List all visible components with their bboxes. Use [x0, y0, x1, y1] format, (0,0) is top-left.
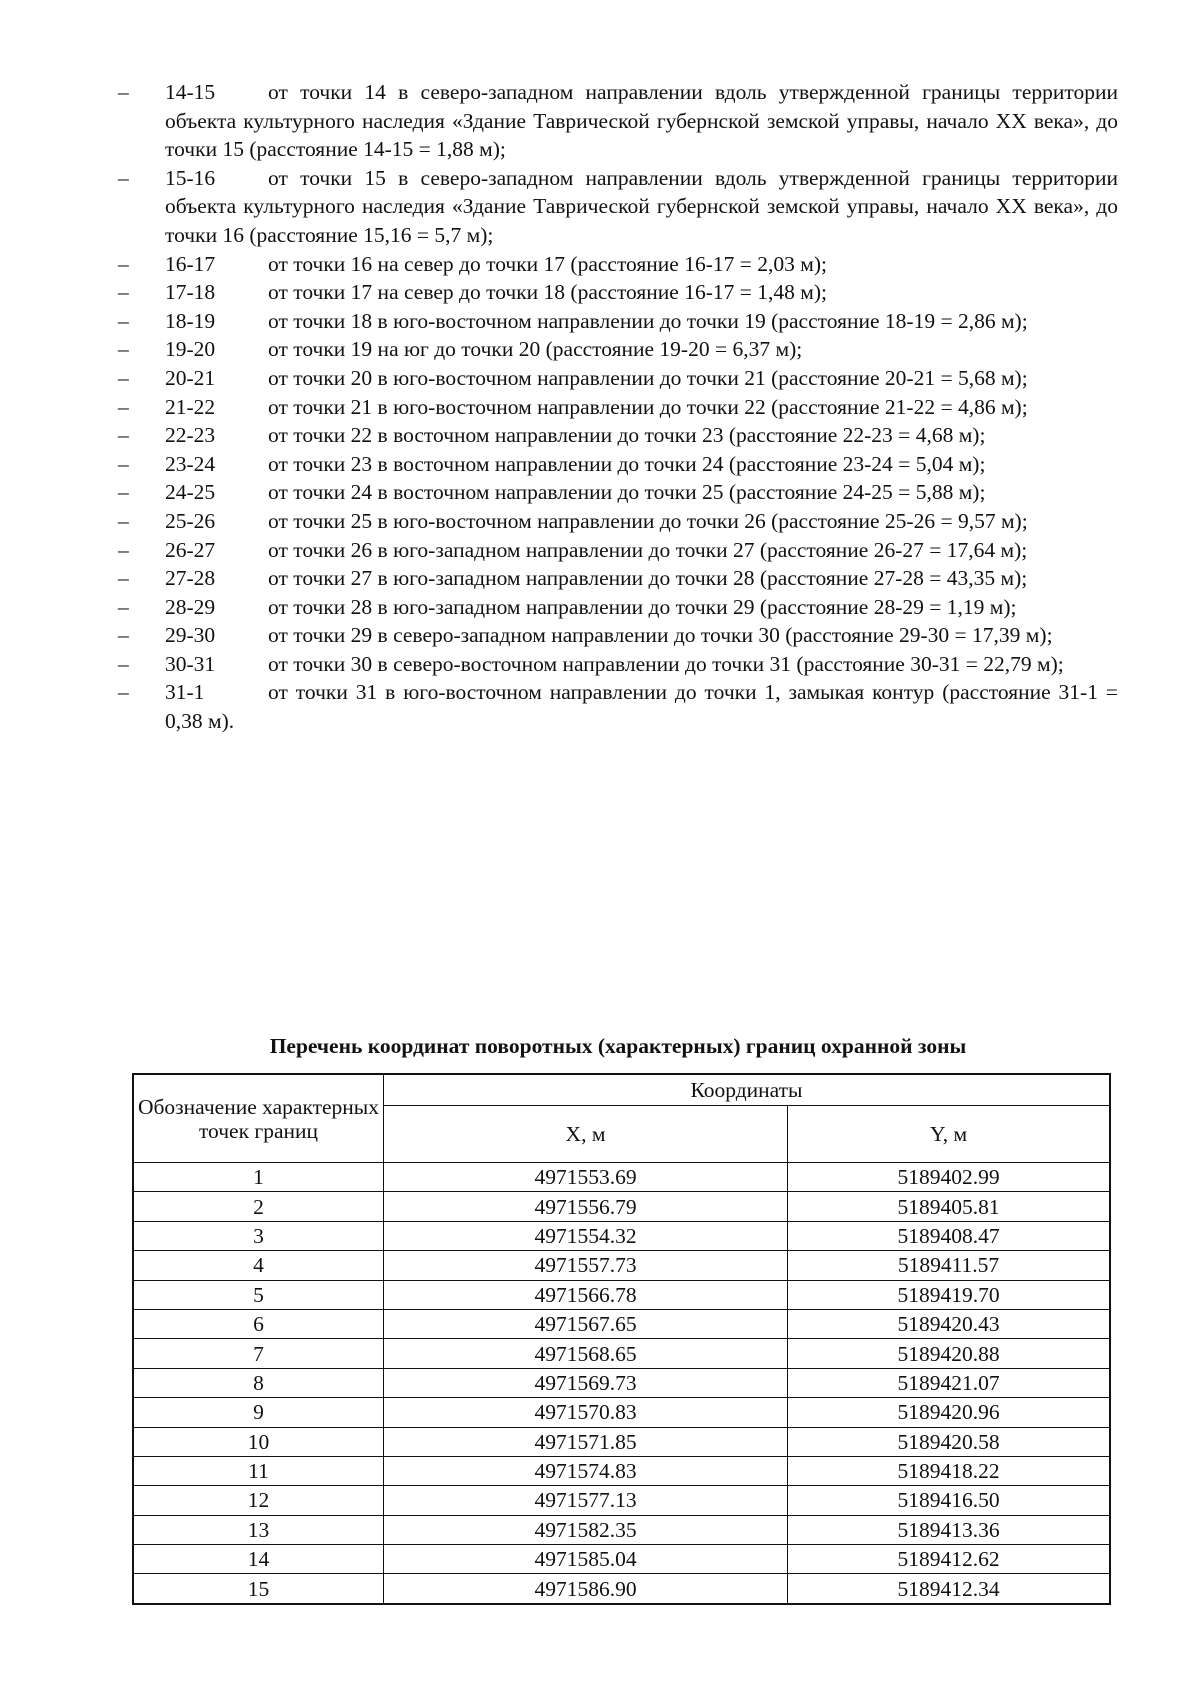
segment-text: от точки 21 в юго-восточном направлении до точки 22 (расстояние 21-22 = 4,86 м); [268, 394, 1028, 419]
segment-text: от точки 18 в юго-восточном направлении до точки 19 (расстояние 18-19 = 2,86 м); [268, 308, 1028, 333]
table-row [133, 1339, 1110, 1368]
list-dash: – [118, 280, 129, 305]
point-cell: 13 [133, 1515, 384, 1544]
segment-item [118, 335, 1118, 364]
segment-code: 28-29 [165, 594, 216, 619]
header-y: Y, м [788, 1106, 1111, 1163]
x-cell: 4971585.04 [384, 1545, 788, 1574]
header-coordinates: Координаты [384, 1074, 1111, 1106]
y-cell: 5189411.57 [788, 1251, 1111, 1280]
y-cell: 5189413.36 [788, 1515, 1111, 1544]
x-cell: 4971556.79 [384, 1192, 788, 1221]
segment-text: от точки 25 в юго-восточном направлении до точки 26 (расстояние 25-26 = 9,57 м); [268, 508, 1028, 533]
table-row [133, 1545, 1110, 1574]
table-row [133, 1309, 1110, 1338]
segment-code: 27-28 [165, 566, 216, 591]
list-dash: – [118, 337, 129, 362]
y-cell: 5189412.34 [788, 1574, 1111, 1604]
y-cell: 5189420.43 [788, 1309, 1111, 1338]
segment-text: от точки 22 в восточном направлении до точки 23 (расстояние 22-23 = 4,68 м); [268, 423, 986, 448]
coordinates-table [132, 1073, 1111, 1605]
segment-text: от точки 17 на север до точки 18 (расстояние 16-17 = 1,48 м); [268, 280, 827, 305]
point-cell: 14 [133, 1545, 384, 1574]
x-cell: 4971554.32 [384, 1221, 788, 1250]
x-cell: 4971582.35 [384, 1515, 788, 1544]
segment-code: 25-26 [165, 508, 216, 533]
segment-code: 21-22 [165, 394, 216, 419]
segment-code: 15-16 [165, 165, 216, 190]
segment-item [118, 450, 1118, 479]
x-cell: 4971568.65 [384, 1339, 788, 1368]
segment-code: 14-15 [165, 80, 216, 104]
table-row [133, 1221, 1110, 1250]
list-dash: – [118, 451, 129, 476]
segment-code: 19-20 [165, 337, 216, 362]
header-designation: Обозначение характерных точек границ [133, 1074, 384, 1163]
segment-item [118, 164, 1118, 250]
table-row [133, 1280, 1110, 1309]
y-cell: 5189416.50 [788, 1486, 1111, 1515]
table-row [133, 1398, 1110, 1427]
table-row [133, 1486, 1110, 1515]
segment-text: от точки 14 в северо-западном направлении вдоль утвержденной границы территории объекта культурного наследия «Здание Таврической губернской земской управы, начало XX века», до точки 15 (расстояние 14-15 = 1,88 м); [165, 80, 1118, 162]
x-cell: 4971569.73 [384, 1368, 788, 1397]
segment-item [118, 421, 1118, 450]
point-cell: 5 [133, 1280, 384, 1309]
segment-code: 17-18 [165, 280, 216, 305]
header-x: X, м [384, 1106, 788, 1163]
y-cell: 5189420.58 [788, 1427, 1111, 1456]
segment-item [118, 478, 1118, 507]
point-cell: 2 [133, 1192, 384, 1221]
segment-item [118, 278, 1118, 307]
y-cell: 5189420.88 [788, 1339, 1111, 1368]
x-cell: 4971566.78 [384, 1280, 788, 1309]
list-dash: – [118, 308, 129, 333]
segment-code: 30-31 [165, 651, 216, 676]
list-dash: – [118, 623, 129, 648]
y-cell: 5189420.96 [788, 1398, 1111, 1427]
segment-item [118, 564, 1118, 593]
segment-item [118, 593, 1118, 622]
segment-item [118, 393, 1118, 422]
segment-code: 23-24 [165, 451, 216, 476]
y-cell: 5189419.70 [788, 1280, 1111, 1309]
point-cell: 11 [133, 1456, 384, 1485]
list-dash: – [118, 423, 129, 448]
point-cell: 1 [133, 1163, 384, 1192]
list-dash: – [118, 651, 129, 676]
point-cell: 10 [133, 1427, 384, 1456]
segment-code: 18-19 [165, 308, 216, 333]
list-dash: – [118, 566, 129, 591]
x-cell: 4971557.73 [384, 1251, 788, 1280]
y-cell: 5189418.22 [788, 1456, 1111, 1485]
segment-code: 22-23 [165, 423, 216, 448]
list-dash: – [118, 594, 129, 619]
list-dash: – [118, 537, 129, 562]
segment-item [118, 250, 1118, 279]
segment-text: от точки 23 в восточном направлении до точки 24 (расстояние 23-24 = 5,04 м); [268, 451, 986, 476]
segment-text: от точки 29 в северо-западном направлении до точки 30 (расстояние 29-30 = 17,39 м); [268, 623, 1053, 648]
segment-item [118, 364, 1118, 393]
point-cell: 4 [133, 1251, 384, 1280]
y-cell: 5189402.99 [788, 1163, 1111, 1192]
segment-item [118, 678, 1118, 735]
list-dash: – [118, 680, 129, 705]
point-cell: 6 [133, 1309, 384, 1338]
segment-text: от точки 15 в северо-западном направлении вдоль утвержденной границы территории объекта культурного наследия «Здание Таврической губернской земской управы, начало XX века», до точки 16 (расстояние 15,16 = 5,7 м); [165, 165, 1118, 247]
table-row [133, 1574, 1110, 1604]
table-row [133, 1515, 1110, 1544]
segment-item [118, 650, 1118, 679]
segment-text: от точки 24 в восточном направлении до точки 25 (расстояние 24-25 = 5,88 м); [268, 480, 986, 505]
segment-code: 31-1 [165, 680, 205, 705]
segment-code: 24-25 [165, 480, 216, 505]
x-cell: 4971570.83 [384, 1398, 788, 1427]
segment-text: от точки 30 в северо-восточном направлении до точки 31 (расстояние 30-31 = 22,79 м); [268, 651, 1064, 676]
list-dash: – [118, 365, 129, 390]
x-cell: 4971567.65 [384, 1309, 788, 1338]
segment-item [118, 536, 1118, 565]
segment-item [118, 307, 1118, 336]
segment-item [118, 78, 1118, 164]
segment-code: 26-27 [165, 537, 216, 562]
boundary-segment-list [118, 78, 1118, 736]
segment-text: от точки 19 на юг до точки 20 (расстояние 19-20 = 6,37 м); [268, 337, 803, 362]
segment-item [118, 621, 1118, 650]
segment-code: 29-30 [165, 623, 216, 648]
list-dash: – [118, 508, 129, 533]
x-cell: 4971574.83 [384, 1456, 788, 1485]
segment-text: от точки 27 в юго-западном направлении до точки 28 (расстояние 27-28 = 43,35 м); [268, 566, 1028, 591]
segment-text: от точки 26 в юго-западном направлении до точки 27 (расстояние 26-27 = 17,64 м); [268, 537, 1028, 562]
point-cell: 12 [133, 1486, 384, 1515]
y-cell: 5189408.47 [788, 1221, 1111, 1250]
segment-text: от точки 20 в юго-восточном направлении до точки 21 (расстояние 20-21 = 5,68 м); [268, 365, 1028, 390]
x-cell: 4971571.85 [384, 1427, 788, 1456]
segment-code: 16-17 [165, 251, 216, 276]
point-cell: 3 [133, 1221, 384, 1250]
list-dash: – [118, 480, 129, 505]
segment-text: от точки 28 в юго-западном направлении до точки 29 (расстояние 28-29 = 1,19 м); [268, 594, 1017, 619]
table-row [133, 1251, 1110, 1280]
point-cell: 15 [133, 1574, 384, 1604]
list-dash: – [118, 165, 129, 190]
list-dash: – [118, 394, 129, 419]
table-title: Перечень координат поворотных (характерных) границ охранной зоны [269, 1034, 967, 1058]
segment-text: от точки 31 в юго-восточном направлении до точки 1, замыкая контур (расстояние 31-1 = 0,38 м). [165, 680, 1118, 734]
table-row [133, 1368, 1110, 1397]
x-cell: 4971577.13 [384, 1486, 788, 1515]
list-dash: – [118, 80, 129, 104]
list-dash: – [118, 251, 129, 276]
table-row [133, 1456, 1110, 1485]
y-cell: 5189412.62 [788, 1545, 1111, 1574]
x-cell: 4971586.90 [384, 1574, 788, 1604]
segment-code: 20-21 [165, 365, 216, 390]
segment-text: от точки 16 на север до точки 17 (расстояние 16-17 = 2,03 м); [268, 251, 827, 276]
table-row [133, 1192, 1110, 1221]
point-cell: 9 [133, 1398, 384, 1427]
x-cell: 4971553.69 [384, 1163, 788, 1192]
y-cell: 5189421.07 [788, 1368, 1111, 1397]
segment-item [118, 507, 1118, 536]
table-row [133, 1427, 1110, 1456]
point-cell: 7 [133, 1339, 384, 1368]
y-cell: 5189405.81 [788, 1192, 1111, 1221]
table-row [133, 1163, 1110, 1192]
point-cell: 8 [133, 1368, 384, 1397]
